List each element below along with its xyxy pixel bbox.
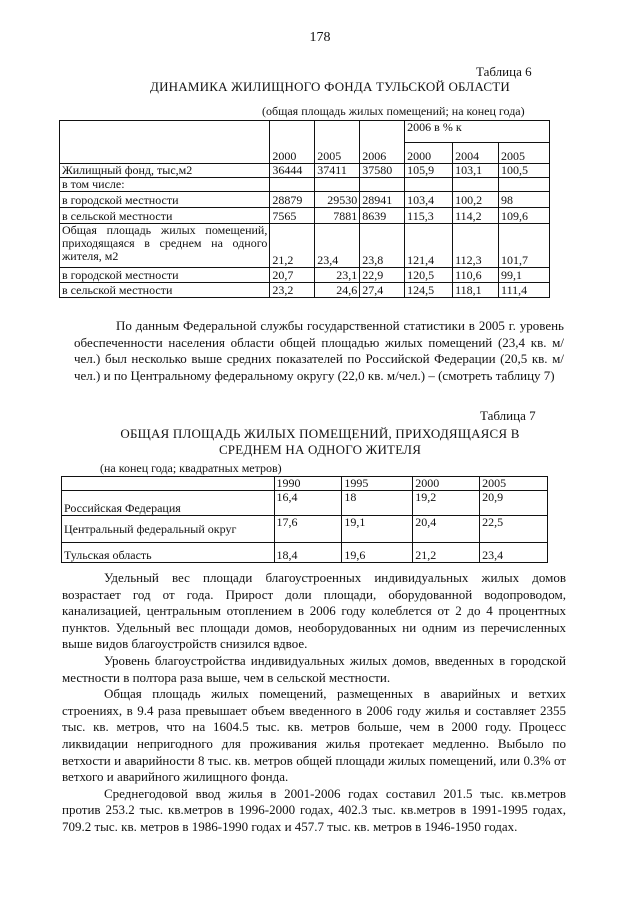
cell: 115,3 <box>405 208 453 224</box>
cell: 114,2 <box>453 208 499 224</box>
table-row <box>60 178 550 192</box>
body-paragraph: Уровень благоустройства индивидуальных жилых домов, введенных в городской местности в полтора раза выше, чем в сельской местности. <box>62 652 566 685</box>
cell: 23,8 <box>360 224 405 268</box>
cell: 23,2 <box>270 283 315 298</box>
cell: 27,4 <box>360 283 405 298</box>
cell: 19,2 <box>413 491 480 516</box>
row-label: Тульская область <box>62 543 275 563</box>
row-label: в городской местности <box>60 192 270 208</box>
table6-percent-year-header: 2005 <box>499 143 550 164</box>
table7-label: Таблица 7 <box>480 408 536 423</box>
table-row <box>60 208 550 224</box>
cell: 7881 <box>315 208 360 224</box>
cell: 99,1 <box>499 268 550 283</box>
cell: 105,9 <box>405 164 453 178</box>
cell: 36444 <box>270 164 315 178</box>
table6-year-header: 2000 <box>270 121 315 164</box>
table-row <box>60 283 550 298</box>
cell: 103,4 <box>405 192 453 208</box>
cell: 22,9 <box>360 268 405 283</box>
table6-title: ДИНАМИКА ЖИЛИЩНОГО ФОНДА ТУЛЬСКОЙ ОБЛАСТИ <box>150 79 510 94</box>
table7-caption: (на конец года; квадратных метров) <box>100 461 282 475</box>
table6-percent-header: 2006 в % к <box>405 121 550 143</box>
cell <box>453 178 499 192</box>
cell: 29530 <box>315 192 360 208</box>
paragraph-text: По данным Федеральной службы государственной статистики в 2005 г. уровень обеспеченности населения области общей площадью жилых помещений (23,4 кв. м/чел.) был несколько выше средних показателей по Российской Федерации (20,5 кв. м/чел.) и по Центральному федеральному округу (22,0 кв. м/чел.) – (смотреть таблицу 7) <box>74 318 564 383</box>
cell: 21,2 <box>270 224 315 268</box>
cell <box>360 178 405 192</box>
table-row <box>62 491 548 516</box>
cell <box>405 178 453 192</box>
cell: 103,1 <box>453 164 499 178</box>
cell: 111,4 <box>499 283 550 298</box>
cell <box>315 178 360 192</box>
table7-year-header: 2000 <box>413 477 480 491</box>
table7-year-header: 1995 <box>342 477 413 491</box>
cell: 21,2 <box>413 543 480 563</box>
paragraph-intro <box>74 318 564 384</box>
table-row <box>62 543 548 563</box>
table-row <box>60 164 550 178</box>
body-text <box>62 570 566 836</box>
body-paragraph: Общая площадь жилых помещений, размещенных в аварийных и ветхих строениях, в 9.4 раза превышает объем введенного в 2006 году жилья и составляет 2355 тыс. кв. метров, что на 1604.5 тыс. кв. метров больше, чем в 2000 году. Процесс ликвидации непригодного для проживания жилья протекает медленно. Выбыло по ветхости и аварийности 8 тыс. кв. метров общей площади жилых помещений, или 0.3% от ветхого и аварийного жилищного фонда. <box>62 686 566 785</box>
cell: 100,5 <box>499 164 550 178</box>
cell: 120,5 <box>405 268 453 283</box>
cell: 16,4 <box>274 491 342 516</box>
cell: 18,4 <box>274 543 342 563</box>
cell: 101,7 <box>499 224 550 268</box>
table-row <box>62 516 548 543</box>
cell: 7565 <box>270 208 315 224</box>
cell: 28879 <box>270 192 315 208</box>
cell: 19,6 <box>342 543 413 563</box>
cell: 18 <box>342 491 413 516</box>
cell: 37411 <box>315 164 360 178</box>
table6-year-header: 2006 <box>360 121 405 164</box>
body-paragraph: Удельный вес площади благоустроенных индивидуальных жилых домов возрастает год от года. Прирост доли площади, оборудованной водопроводом, канализацией, центральным отоплением в 2006 году колеблется от 2 до 4 процентных пунктов. Удельный вес площади домов, необорудованных ни одним из перечисленных выше видов благоустройств снизился вдвое. <box>62 570 566 652</box>
row-label: в том числе: <box>60 178 270 192</box>
cell: 118,1 <box>453 283 499 298</box>
cell: 20,9 <box>480 491 548 516</box>
table6-caption: (общая площадь жилых помещений; на конец года) <box>262 104 525 118</box>
cell <box>270 178 315 192</box>
table-row <box>60 192 550 208</box>
table6-percent-year-header: 2004 <box>453 143 499 164</box>
cell: 98 <box>499 192 550 208</box>
cell: 110,6 <box>453 268 499 283</box>
row-label: Российская Федерация <box>62 491 275 516</box>
cell: 28941 <box>360 192 405 208</box>
cell: 17,6 <box>274 516 342 543</box>
cell: 8639 <box>360 208 405 224</box>
table7-title-line: СРЕДНЕМ НА ОДНОГО ЖИТЕЛЯ <box>218 442 422 457</box>
row-label: Общая площадь жилых помещений, приходящаяся в среднем на одного жителя, м2 <box>60 224 270 268</box>
cell: 20,7 <box>270 268 315 283</box>
cell: 20,4 <box>413 516 480 543</box>
cell: 23,4 <box>480 543 548 563</box>
row-label: в сельской местности <box>60 283 270 298</box>
table7-title-line: ОБЩАЯ ПЛОЩАДЬ ЖИЛЫХ ПОМЕЩЕНИЙ, ПРИХОДЯЩАЯСЯ В <box>120 426 520 441</box>
body-paragraph: Среднегодовой ввод жилья в 2001-2006 годах составил 201.5 тыс. кв.метров против 253.2 тыс. кв.метров в 1996-2000 годах, 402.3 тыс. кв.метров в 1991-1995 годах, 709.2 тыс. кв. метров в 1986-1990 годах и 457.7 тыс. кв. метров в 1946-1950 годах. <box>62 785 566 834</box>
cell: 22,5 <box>480 516 548 543</box>
cell: 109,6 <box>499 208 550 224</box>
cell: 121,4 <box>405 224 453 268</box>
row-label: в городской местности <box>60 268 270 283</box>
cell <box>499 178 550 192</box>
row-label: Жилищный фонд, тыс,м2 <box>60 164 270 178</box>
table7-title <box>80 426 560 458</box>
table-row <box>60 224 550 268</box>
cell: 124,5 <box>405 283 453 298</box>
table6-header-blank <box>60 121 270 164</box>
cell: 23,4 <box>315 224 360 268</box>
page-number: 178 <box>309 30 331 45</box>
table6-percent-year-header: 2000 <box>405 143 453 164</box>
table7 <box>61 476 548 563</box>
table7-year-header: 1990 <box>274 477 342 491</box>
table7-header-blank <box>62 477 275 491</box>
table6-label: Таблица 6 <box>476 64 532 79</box>
cell: 37580 <box>360 164 405 178</box>
table-row <box>60 268 550 283</box>
cell: 23,1 <box>315 268 360 283</box>
cell: 24,6 <box>315 283 360 298</box>
table6 <box>59 120 550 298</box>
row-label: в сельской местности <box>60 208 270 224</box>
table7-year-header: 2005 <box>480 477 548 491</box>
cell: 100,2 <box>453 192 499 208</box>
table6-year-header: 2005 <box>315 121 360 164</box>
cell: 19,1 <box>342 516 413 543</box>
cell: 112,3 <box>453 224 499 268</box>
row-label: Центральный федеральный округ <box>62 516 275 543</box>
